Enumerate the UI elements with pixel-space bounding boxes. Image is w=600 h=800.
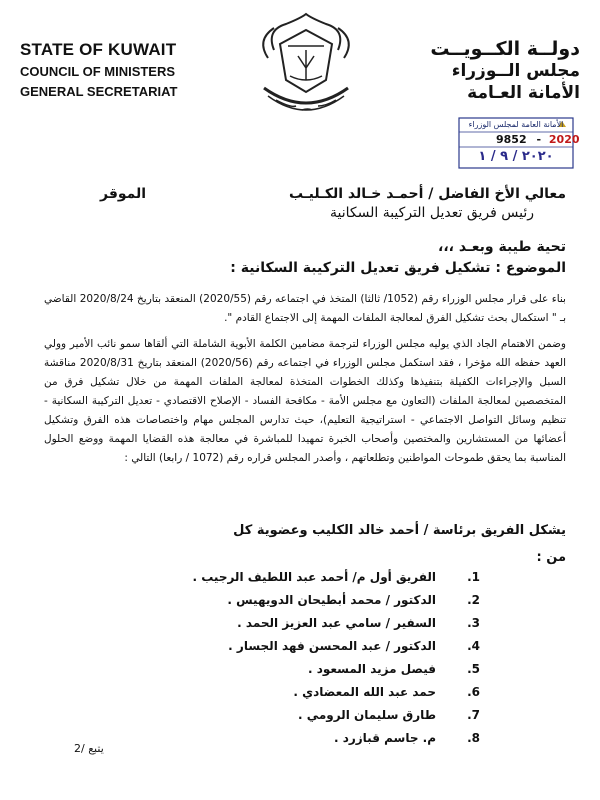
arabic-letterhead xyxy=(430,38,580,104)
english-header-line: COUNCIL OF MINISTERS xyxy=(20,64,176,79)
english-header-line: GENERAL SECRETARIAT xyxy=(20,84,178,99)
member-name: الفريق أول م/ أحمد عبد اللطيف الرجيب . xyxy=(192,570,436,584)
list-item xyxy=(334,731,480,745)
arabic-header-line: مجلس الــوزراء xyxy=(451,61,580,81)
member-number: 4. xyxy=(467,639,480,653)
stamp-label: الأمانة العامة لمجلس الوزراء xyxy=(468,120,564,129)
list-item xyxy=(293,685,480,699)
member-number: 7. xyxy=(467,708,480,722)
greeting: تحية طيبة وبعـد ،،، xyxy=(438,239,566,255)
kuwait-emblem-icon xyxy=(246,10,366,125)
member-number: 8. xyxy=(467,731,480,745)
body-paragraph-2: وضمن الاهتمام الجاد الذي يوليه مجلس الوزراء لترجمة مضامين الكلمة الأبوية الشاملة التي ألقاها سمو نائب الأمير وولي العهد حفظه الله مؤخرا ، فقد استكمل مجلس الوزراء في اجتماعه رقم (2020/56) المنعقد بتاريخ 2020/8/31 مناقشة السبل والإجراءات الكفيلة بتنفيذها وكذلك الخطوات المتخذة لمعالجة الملفات المهمة من خلال تشكيل فرق من المتخصصين لمعالجة الملفات (التعاون مع مجلس الأمة - مكافحة الفساد - الإصلاح الاقتصادي - تعديل التركيبة السكانية - تنظيم وسائل التواصل الاجتماعي - استراتيجية التعليم)، حيث تدارس المجلس مهام واختصاصات هذه الفرق وتشكيل أعضائها من المستشارين والمختصين وأصحاب الخبرة تمهيدا للمباشرة في معالجة هذه القضايا المهمة ووضع الحلول المناسبة بما يحقق طموحات المواطنين وتطلعاتهم ، وأصدر المجلس قراره رقم (1072 / رابعا) التالي : xyxy=(44,338,566,464)
member-name: حمد عبد الله المعضادي . xyxy=(293,685,436,699)
stamp-reg-number: 9852 xyxy=(496,133,527,146)
member-name: طارق سليمان الرومي . xyxy=(297,708,436,722)
member-name: الدكتور / عبد المحسن فهد الجسار . xyxy=(228,639,436,653)
member-number: 3. xyxy=(467,616,480,630)
member-number: 6. xyxy=(467,685,480,699)
member-name: م. جاسم قبازرد . xyxy=(333,731,436,745)
arabic-header-line: الأمانة العـامة xyxy=(467,83,580,103)
english-letterhead xyxy=(20,40,177,99)
member-number: 5. xyxy=(467,662,480,676)
from-label: من : xyxy=(536,550,566,565)
member-name: السفير / سامي عبد العزيز الحمد . xyxy=(237,616,436,630)
team-formation-line: يشكل الفريق برئاسة / أحمد خالد الكليب وعضوية كل xyxy=(233,523,566,538)
respected-title: الموقر xyxy=(100,186,147,202)
continued-marker: يتبع /2 xyxy=(74,742,104,755)
member-name: الدكتور / محمد أبطيحان الدويهيس . xyxy=(227,593,436,607)
list-item xyxy=(298,708,480,722)
subject-line: الموضوع : تشكيل فريق تعديل التركيبة السكانية : xyxy=(230,260,566,276)
list-item xyxy=(227,593,480,607)
arabic-header-line: دولــة الكــويــت xyxy=(430,38,580,60)
member-number: 2. xyxy=(467,593,480,607)
stamp-date: ٢٠٢٠ / ٩ / ١ xyxy=(478,149,554,164)
member-name: فيصل مزيد المسعود . xyxy=(307,662,436,676)
stamp-year: 2020 xyxy=(548,133,580,146)
registration-stamp xyxy=(458,117,580,169)
member-number: 1. xyxy=(467,570,480,584)
list-item xyxy=(237,616,480,630)
addressee-title: رئيس فريق تعديل التركيبة السكانية xyxy=(329,205,534,221)
list-item xyxy=(228,639,480,653)
stamp-number xyxy=(496,133,580,146)
addressee-name: معالي الأخ الفاضل / أحمـد خـالد الكـليـب xyxy=(289,186,566,202)
stamp-separator: - xyxy=(536,133,542,146)
list-item xyxy=(192,570,480,584)
english-header-line: STATE OF KUWAIT xyxy=(20,40,177,59)
body-paragraph-1: بناء على قرار مجلس الوزراء رقم (1052/ ثالثا) المتخذ في اجتماعه رقم (2020/55) المنعقد بتاريخ 2020/8/24 القاضي بـ " استكمال بحث تشكيل الفرق لمعالجة الملفات المهمة إلى الاجتماع القادم ". xyxy=(44,293,566,324)
list-item xyxy=(308,662,480,676)
